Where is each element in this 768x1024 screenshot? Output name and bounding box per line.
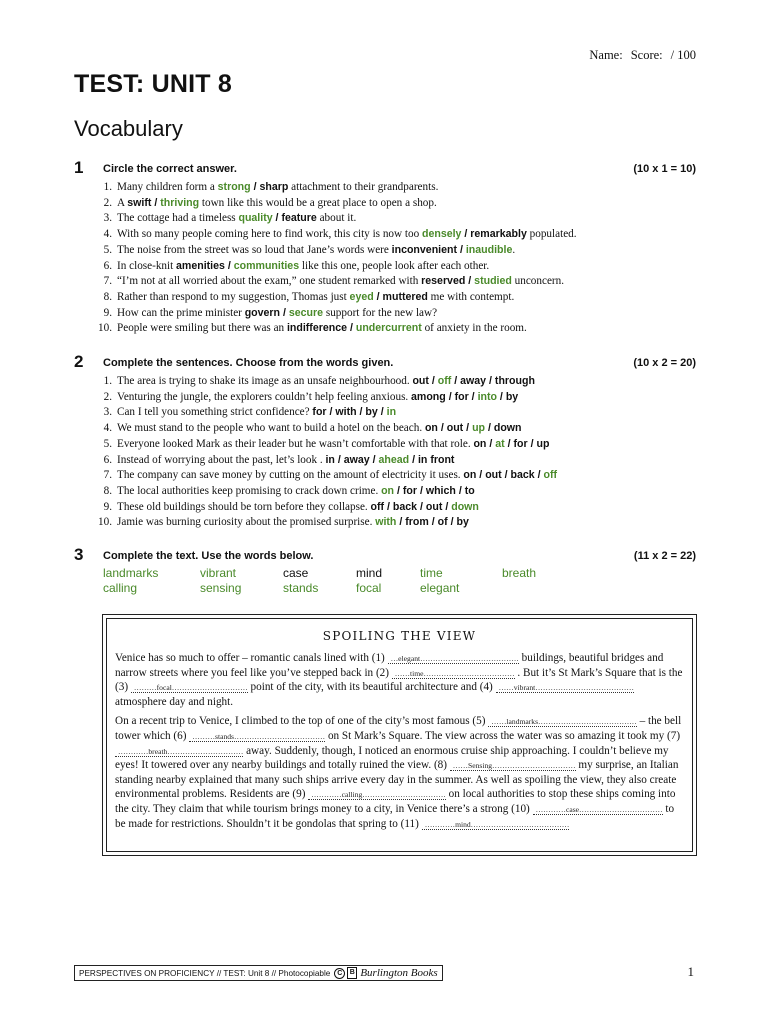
option-separator: / — [396, 516, 406, 529]
exercise-item — [74, 211, 696, 227]
item-text: support for the new law? — [323, 306, 438, 319]
exercise-item — [74, 500, 696, 516]
answer-option[interactable]: communities — [233, 259, 300, 272]
answer-option[interactable]: to — [464, 484, 475, 497]
option-separator: / — [455, 484, 465, 497]
exercise-score: (11 x 2 = 22) — [633, 550, 696, 562]
item-text: Can I tell you something strict confidence? — [117, 406, 313, 419]
exercise-item — [74, 468, 696, 484]
answer-option[interactable]: on — [463, 469, 477, 482]
word-bank-word: elegant — [420, 581, 460, 595]
item-number: 3. — [103, 406, 112, 419]
item-text: Instead of worrying about the past, let’s look . — [117, 453, 326, 466]
publisher-logo — [332, 967, 437, 979]
answer-option[interactable]: on — [424, 422, 438, 435]
answer-option[interactable]: back — [392, 500, 418, 513]
item-text: about it. — [316, 212, 357, 225]
option-separator: / — [334, 453, 344, 466]
option-separator: / — [468, 390, 478, 403]
gap-10: …………case…………………………… — [533, 805, 663, 815]
gap-8: ……Sensing…………………………… — [450, 761, 576, 771]
option-separator: / — [447, 516, 457, 529]
reading-text-inner — [106, 618, 693, 852]
answer-option[interactable]: densely — [422, 228, 462, 241]
answer-option[interactable]: down — [493, 422, 522, 435]
word-bank-word: case — [283, 566, 309, 580]
answer-option[interactable]: secure — [288, 306, 324, 319]
exercise-item — [74, 515, 696, 531]
answer-option[interactable]: ahead — [378, 453, 410, 466]
exercise-number: 2 — [74, 352, 84, 371]
item-number: 6. — [103, 259, 112, 272]
option-separator: / — [461, 228, 471, 241]
answer-option[interactable]: which — [425, 484, 456, 497]
answer-option[interactable]: with — [375, 516, 397, 529]
exercise-item — [74, 306, 696, 322]
option-separator: / — [457, 243, 466, 256]
item-text: Everyone looked Mark as their leader but he wasn’t comfortable with that role. — [117, 437, 474, 450]
item-number: 1. — [103, 375, 112, 387]
word-bank-word: mind — [356, 566, 383, 580]
answer-option[interactable]: indifference — [286, 322, 347, 335]
answer-option[interactable]: at — [495, 437, 505, 450]
answer-option[interactable]: up — [472, 422, 486, 435]
answer-option[interactable]: up — [536, 437, 550, 450]
exercise-item — [74, 484, 696, 500]
option-separator: / — [384, 500, 393, 513]
word-bank-word: calling — [103, 581, 138, 595]
exercise-instruction: Complete the text. Use the words below. — [103, 550, 314, 562]
item-text: Rather than respond to my suggestion, Thomas just — [117, 290, 350, 303]
answer-option[interactable]: amenities — [176, 259, 225, 272]
exercise-item — [74, 180, 696, 196]
item-number: 8. — [103, 484, 112, 497]
answer-option[interactable]: eyed — [349, 290, 374, 303]
page-title: TEST: UNIT 8 — [74, 70, 232, 98]
item-number: 9. — [103, 500, 112, 513]
word-bank-word: focal — [356, 581, 382, 595]
answer-option[interactable]: off — [370, 500, 385, 513]
reading-title: SPOILING THE VIEW — [322, 629, 477, 643]
answer-option[interactable]: reserved — [421, 275, 466, 288]
footer-text: PERSPECTIVES ON PROFICIENCY // TEST: Unit 8 // Photocopiable — [79, 968, 331, 978]
item-text: A — [117, 196, 128, 209]
option-separator: / — [347, 322, 356, 335]
exercise-score: (10 x 2 = 20) — [633, 357, 696, 369]
gap-5: ……landmarks………………………………… — [488, 717, 637, 727]
page-footer — [74, 965, 443, 981]
option-separator: / — [417, 500, 426, 513]
option-separator: / — [377, 406, 387, 419]
answer-option[interactable]: down — [451, 500, 479, 513]
answer-option[interactable]: into — [477, 390, 497, 403]
exercise-item — [74, 453, 696, 469]
text-run: point of the city, with its beautiful architecture and (4) — [247, 681, 496, 694]
item-text: like this one, people look after each other. — [299, 259, 490, 272]
word-bank-word: time — [420, 566, 443, 580]
score-total: / 100 — [670, 48, 696, 62]
answer-option[interactable]: out — [412, 375, 429, 387]
answer-option[interactable]: undercurrent — [355, 322, 422, 335]
answer-option[interactable]: feature — [281, 212, 317, 225]
exercise-score: (10 x 1 = 10) — [633, 163, 696, 175]
option-separator: / — [445, 390, 455, 403]
exercise-item — [74, 243, 696, 259]
item-number: 2. — [103, 390, 112, 403]
publisher-name: Burlington Books — [360, 967, 438, 979]
exercise-item — [74, 259, 696, 275]
option-separator: / — [527, 437, 537, 450]
option-separator: / — [476, 469, 486, 482]
item-number: 10. — [98, 322, 112, 335]
item-text: of anxiety in the room. — [421, 322, 527, 335]
option-separator: / — [224, 259, 234, 272]
answer-option[interactable]: out — [446, 422, 464, 435]
answer-option[interactable]: strong — [217, 181, 251, 193]
answer-option[interactable]: inconvenient — [391, 243, 457, 256]
option-separator: / — [428, 375, 438, 387]
word-bank-word: vibrant — [200, 566, 237, 580]
item-text: me with contempt. — [427, 290, 515, 303]
text-run: On a recent trip to Venice, I climbed to the top of one of the city’s most famous (5) — [115, 715, 489, 728]
answer-option[interactable]: out — [425, 500, 443, 513]
item-text: These old buildings should be torn before they collapse. — [117, 500, 371, 513]
answer-option[interactable]: govern — [244, 306, 281, 319]
item-text: Jamie was burning curiosity about the promised surprise. — [117, 516, 376, 529]
item-text: populated. — [526, 228, 577, 241]
reading-text-box — [102, 614, 697, 856]
answer-option[interactable]: quality — [238, 212, 273, 225]
answer-option[interactable]: with — [335, 406, 357, 419]
name-score-line — [589, 48, 696, 63]
exercise-item — [74, 437, 696, 453]
exercise-1-items — [74, 180, 696, 337]
exercise-number: 3 — [74, 545, 84, 564]
item-text: In close-knit — [117, 259, 177, 272]
item-number: 10. — [98, 516, 112, 529]
exercise-2-items — [74, 374, 696, 531]
exercise-instruction: Complete the sentences. Choose from the words given. — [103, 357, 394, 369]
answer-option[interactable]: in — [325, 453, 335, 466]
option-separator: / — [373, 290, 383, 303]
option-separator: / — [369, 453, 379, 466]
option-separator: / — [151, 196, 161, 209]
answer-option[interactable]: of — [437, 516, 448, 529]
option-separator: / — [428, 516, 438, 529]
item-text: How can the prime minister — [117, 306, 245, 319]
exercise-instruction: Circle the correct answer. — [103, 163, 237, 175]
exercise-item — [74, 405, 696, 421]
item-text: Many children form a — [117, 181, 218, 193]
gap-3: ………focal………………………… — [131, 683, 248, 693]
answer-option[interactable]: swift — [127, 196, 152, 209]
exercise-item — [74, 227, 696, 243]
option-separator: / — [356, 406, 366, 419]
word-bank-row — [103, 566, 603, 581]
text-run: – the bell tower which (6) — [115, 715, 682, 742]
copyright-icon: C — [334, 968, 345, 979]
option-separator: / — [486, 375, 495, 387]
option-separator: / — [501, 469, 511, 482]
item-text: Venturing the jungle, the explorers couldn’t help feeling anxious. — [117, 390, 412, 403]
text-run: atmosphere day and night. — [115, 695, 234, 708]
gap-4: ……vibrant………………………………… — [496, 683, 634, 693]
gap-9: …………calling…………………………… — [308, 790, 446, 800]
text-run: Venice has so much to offer – romantic canals lined with (1) — [115, 652, 388, 664]
option-separator: / — [250, 181, 260, 193]
text-run: on local authorities to stop these ships coming into the city. They claim that while tourism brings money to a city, in Venice there’s a strong (10) — [115, 788, 676, 815]
item-number: 5. — [103, 243, 112, 256]
answer-option[interactable]: for — [454, 390, 469, 403]
option-separator: / — [442, 500, 452, 513]
exercise-item — [74, 290, 696, 306]
reading-paragraph-1 — [115, 651, 684, 709]
option-separator: / — [486, 437, 496, 450]
text-run: . But it’s St Mark’s Square that is the (3) — [115, 666, 683, 694]
word-bank — [103, 566, 603, 596]
gap-7: …………breath………………………… — [115, 747, 243, 757]
option-separator: / — [272, 212, 282, 225]
item-text: attachment to their grandparents. — [288, 181, 439, 193]
section-subtitle: Vocabulary — [74, 116, 183, 141]
answer-option[interactable]: off — [543, 469, 558, 482]
text-run: my surprise, an Italian standing nearby explained that many such ships arrive every day in the summer. As well as spoiling the view, they also create environmental problems. Residents are (9) — [115, 759, 679, 801]
option-separator: / — [485, 422, 494, 435]
option-separator: / — [437, 422, 447, 435]
answer-option[interactable]: on — [381, 484, 395, 497]
gap-6: ………stands……………………………… — [189, 732, 325, 742]
item-text: The cottage had a timeless — [117, 212, 239, 225]
option-separator: / — [465, 275, 475, 288]
option-separator: / — [326, 406, 336, 419]
item-text: We must stand to the people who want to build a hotel on the beach. — [117, 422, 425, 435]
text-run: to be made for restrictions. Shouldn’t it be gondolas that spring to (11) — [115, 802, 675, 830]
item-text: The company can save money by cutting on the amount of electricity it uses. — [117, 469, 464, 482]
name-label: Name: — [589, 48, 623, 62]
gap-1: …elegant………………………………… — [388, 654, 519, 664]
answer-option[interactable]: in — [386, 406, 397, 419]
answer-option[interactable]: inaudible — [465, 243, 513, 256]
exercise-3-header — [74, 545, 696, 567]
answer-option[interactable]: out — [485, 469, 502, 482]
option-separator: / — [534, 469, 544, 482]
option-separator: / — [496, 390, 506, 403]
exercise-item — [74, 321, 696, 337]
answer-option[interactable]: away — [343, 453, 370, 466]
exercise-item — [74, 374, 696, 390]
text-run: buildings, beautiful bridges and narrow streets where you feel like you’ve stepped back in (2) — [115, 652, 664, 679]
item-text: People were smiling but there was an — [117, 322, 287, 335]
item-text: town like this would be a great place to open a shop. — [199, 196, 437, 209]
option-separator: / — [280, 306, 289, 319]
item-text: The local authorities keep promising to crack down crime. — [117, 484, 382, 497]
answer-option[interactable]: on — [473, 437, 487, 450]
answer-option[interactable]: for — [513, 437, 528, 450]
item-number: 1. — [103, 181, 112, 193]
answer-option[interactable]: in front — [417, 453, 455, 466]
exercise-1 — [74, 158, 696, 337]
answer-option[interactable]: for — [402, 484, 417, 497]
answer-option[interactable]: remarkably — [470, 228, 527, 241]
exercise-item — [74, 196, 696, 212]
publisher-mark-icon: B — [347, 967, 357, 979]
answer-option[interactable]: among — [411, 390, 446, 403]
option-separator: / — [409, 453, 418, 466]
text-run: away. Suddenly, though, I noticed an enormous cruise ship approaching. I couldn’t believe my eyes! It towered over any nearby buildings and totally ruined the view. (8) — [115, 744, 669, 772]
option-separator: / — [463, 422, 473, 435]
exercise-item — [74, 390, 696, 406]
option-separator: / — [417, 484, 426, 497]
item-text: The noise from the street was so loud that Jane’s words were — [117, 243, 392, 256]
exercise-1-header — [74, 158, 696, 180]
exercise-3 — [74, 545, 696, 567]
item-number: 4. — [103, 422, 112, 435]
answer-option[interactable]: by — [505, 390, 519, 403]
item-number: 7. — [103, 275, 112, 288]
option-separator: / — [451, 375, 461, 387]
answer-option[interactable]: from — [405, 516, 429, 529]
exercise-2 — [74, 352, 696, 531]
item-text: unconcern. — [511, 275, 565, 288]
text-run: on St Mark’s Square. The view across the water was so amazing it took my (7) — [325, 729, 681, 742]
item-number: 4. — [103, 228, 112, 241]
reading-paragraph-2 — [115, 714, 684, 831]
answer-option[interactable]: muttered — [382, 290, 428, 303]
item-number: 8. — [103, 290, 112, 303]
item-number: 9. — [103, 306, 112, 319]
answer-option[interactable]: through — [494, 375, 535, 387]
word-bank-row — [103, 581, 603, 596]
item-number: 5. — [103, 437, 112, 450]
answer-option[interactable]: by — [365, 406, 378, 419]
answer-option[interactable]: by — [456, 516, 469, 529]
answer-option[interactable]: studied — [474, 275, 512, 288]
exercise-item — [74, 421, 696, 437]
item-number: 6. — [103, 453, 112, 466]
gap-11: …………mind………………………………… — [422, 820, 570, 830]
exercise-2-header — [74, 352, 696, 374]
answer-option[interactable]: off — [437, 375, 452, 387]
answer-option[interactable]: away — [460, 375, 487, 387]
option-separator: / — [504, 437, 514, 450]
item-text: . — [512, 243, 516, 256]
word-bank-word: stands — [283, 581, 319, 595]
item-number: 2. — [103, 196, 112, 209]
word-bank-word: sensing — [200, 581, 242, 595]
exercise-item — [74, 274, 696, 290]
page-number: 1 — [687, 964, 694, 979]
answer-option[interactable]: sharp — [259, 181, 289, 193]
item-number: 3. — [103, 212, 112, 225]
score-label: Score: — [630, 48, 663, 62]
option-separator: / — [394, 484, 403, 497]
gap-2: ……time……………………………… — [392, 669, 515, 679]
item-text: “I’m not at all worried about the exam,” one student remarked with — [117, 275, 422, 288]
item-text: The area is trying to shake its image as an unsafe neighbourhood. — [117, 375, 413, 387]
item-text: With so many people coming here to find work, this city is now too — [117, 228, 422, 241]
answer-option[interactable]: thriving — [160, 196, 200, 209]
item-number: 7. — [103, 469, 112, 482]
answer-option[interactable]: for — [312, 406, 327, 419]
word-bank-word: landmarks — [103, 566, 159, 580]
exercise-number: 1 — [74, 158, 84, 177]
answer-option[interactable]: back — [510, 469, 535, 482]
word-bank-word: breath — [502, 566, 537, 580]
